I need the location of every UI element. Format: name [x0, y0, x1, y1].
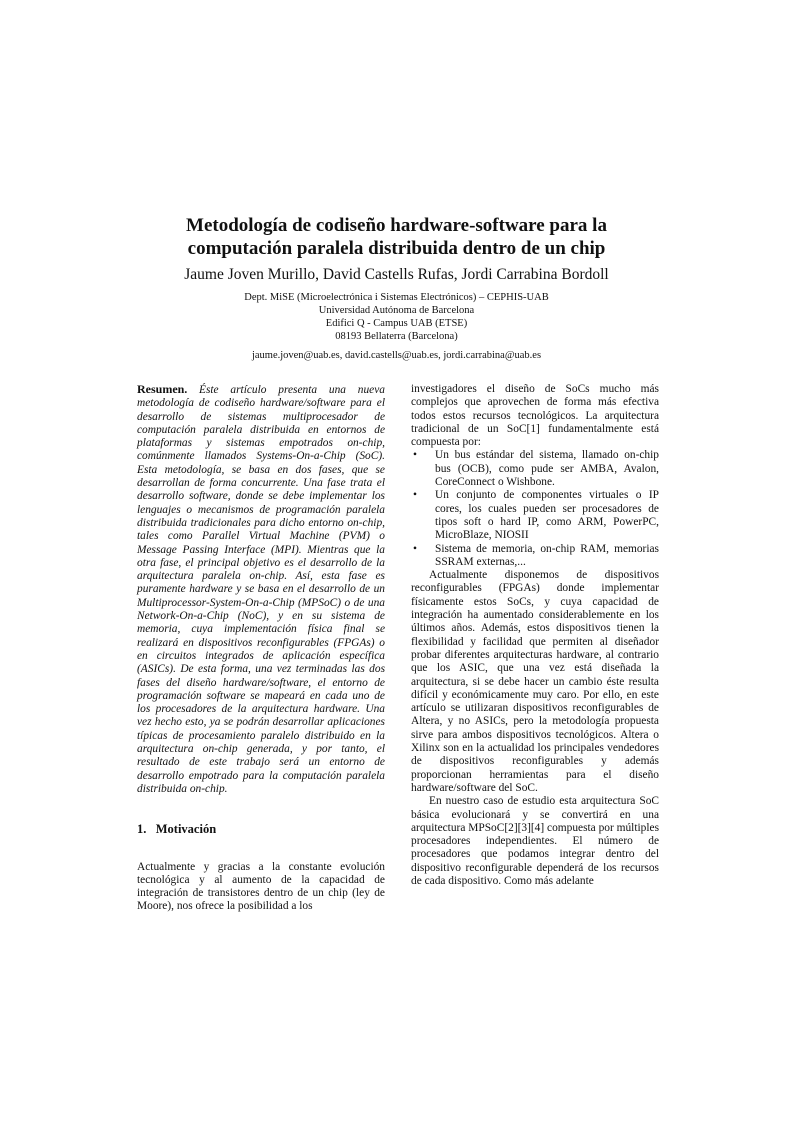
list-item: [411, 543, 659, 570]
bullet-icon: •: [413, 449, 417, 462]
abstract: Resumen. Éste artículo presenta una nueva metodología de codiseño hardware/software para el desarrollo de sistemas multiprocesador de computación paralela distribuida en entornos de plataformas y sistemas empotrados on-chip, comúnmente llamados Systems-On-a-Chip (SoC). Esta metodología, se basa en dos fases, que se desarrollan de forma concurrente. Una fase trata el desarrollo software, donde se debe implementar los lenguajes o mecanismos de programación paralela distribuida tradicionales para dicho entorno on-chip, tales como Parallel Virtual Machine (PVM) o Message Passing Interface (MPI). Mientras que la otra fase, el principal objetivo es el desarrollo de la arquitectura paralela on-chip. Así, esta fase es puramente hardware y se basa en el desarrollo de un Multiprocessor-System-On-a-Chip (MPSoC) o de una Network-On-a-Chip (NoC), y en su sistema de memoria, cuya implementación física final se realizará en dispositivos reconfigurables (FPGAs) o en circuitos integrados de aplicación específica (ASICs). De esta forma, una vez terminadas las dos fases del diseño hardware/software, el entorno de programación software se mapeará en cada uno de los procesadores de la arquitectura hardware. Una vez hecho esto, ya se podrán desarrollar aplicaciones típicas de procesamiento paralelo distribuido en la arquitectura on-chip generada, y por tanto, el resultado de este trabajo será un entorno de desarrollo empotrado para la computación paralela distribuida on-chip.: [137, 382, 385, 795]
abstract-label: Resumen: [137, 382, 185, 396]
list-item: [411, 449, 659, 489]
list-item-text: Sistema de memoria, on-chip RAM, memorias SSRAM externas,...: [435, 542, 659, 568]
list-item-text: Un conjunto de componentes virtuales o IP cores, los cuales pueden ser procesadores de tipos soft o hard IP, como ARM, PowerPC, MicroBlaze, NIOSII: [435, 489, 659, 542]
affiliation-line: Edifici Q - Campus UAB (ETSE): [325, 318, 468, 329]
list-item-text: Un bus estándar del sistema, llamado on-chip bus (OCB), como pude ser AMBA, Avalon, CoreConnect o Wishbone.: [435, 449, 659, 489]
left-column: [137, 383, 385, 914]
section-heading: 1. Motivación: [137, 822, 217, 837]
body-paragraph: En nuestro caso de estudio esta arquitectura SoC básica evolucionará y se convertirá en una arquitectura MPSoC[2][3][4] compuesta por múltiples procesadores independientes. El número de procesadores que podamos integrar dentro del dispositivo reconfigurable dependerá de los recursos de cada dispositivo. Como más adelante: [411, 795, 660, 887]
affiliation-line: Universidad Autónoma de Barcelona: [318, 305, 475, 316]
body-paragraph: investigadores el diseño de SoCs mucho más complejos que aprovechen de forma más efectiva todos estos recursos tecnológicos. La arquitectura tradicional de un SoC[1] fundamentalmente está compuesta por:: [411, 383, 659, 449]
body-paragraph: Actualmente y gracias a la constante evolución tecnológica y al aumento de la capacidad de integración de transistores dentro de un chip (ley de Moore), nos ofrece la posibilidad a los: [137, 860, 385, 913]
bullet-list: [411, 449, 659, 569]
affiliation-line: Dept. MiSE (Microelectrónica i Sistemas Electrónicos) – CEPHIS-UAB: [244, 292, 549, 303]
body-paragraph: Actualmente disponemos de dispositivos reconfigurables (FPGAs) donde implementar físicamente estos SoCs, y cuya capacidad de integración ha aumentado considerablemente en los últimos años. Además, estos dispositivos tienen la flexibilidad y facilidad que permiten al diseñador probar diferentes arquitecturas hardware, al contrario que los ASIC, que una vez está diseñada la arquitectura, si se debe hacer un cambio éste resulta difícil y económicamente muy caro. Por ello, en este artículo se utilizaran dispositivos reconfigurables de Altera, y no ASICs, pero la metodología propuesta sirve para ambos dispositivos tecnológicos. Altera o Xilinx son en la actualidad los principales vendedores de dispositivos reconfigurables y además proporcionan herramientas para el diseño hardware/software del SoC.: [411, 569, 659, 794]
author-emails: jaume.joven@uab.es, david.castells@uab.es, jordi.carrabina@uab.es: [251, 350, 542, 361]
title-line-1: Metodología de codiseño hardware-software para la: [186, 215, 607, 236]
right-column: [411, 383, 659, 888]
paper-title: [0, 214, 793, 260]
list-item: [411, 489, 659, 542]
author-list: Jaume Joven Murillo, David Castells Rufas, Jordi Carrabina Bordoll: [184, 266, 609, 283]
bullet-icon: •: [413, 489, 417, 502]
bullet-icon: •: [413, 542, 417, 555]
title-line-2: computación paralela distribuida dentro de un chip: [187, 238, 606, 259]
abstract-text: Éste artículo presenta una nueva metodología de codiseño hardware/software para el desarrollo de sistemas multiprocesador de computación paralela distribuida en entornos de plataformas y sistemas empotrados on-chip, comúnmente llamados Systems-On-a-Chip (SoC). Esta metodología, se basa en dos fases, que se desarrollan de forma concurrente. Una fase trata el desarrollo software, donde se debe implementar los lenguajes o mecanismos de programación paralela distribuida tradicionales para dicho entorno on-chip, tales como Parallel Virtual Machine (PVM) o Message Passing Interface (MPI). Mientras que la otra fase, el principal objetivo es el desarrollo de la arquitectura paralela on-chip. Así, esta fase es puramente hardware y se basa en el desarrollo de un Multiprocessor-System-On-a-Chip (MPSoC) o de una Network-On-a-Chip (NoC), y en su sistema de memoria, cuya implementación física final se realizará en dispositivos reconfigurables (FPGAs) o en circuitos integrados de aplicación específica (ASICs). De esta forma, una vez terminadas las dos fases del diseño hardware/software, el entorno de programación software se mapeará en cada uno de los procesadores de la arquitectura hardware. Una vez hecho esto, ya se podrán desarrollar aplicaciones típicas de procesamiento paralelo distribuido en la arquitectura on-chip generada, y por tanto, el resultado de este trabajo será un entorno de desarrollo empotrado para la computación paralela distribuida on-chip.: [137, 384, 385, 795]
affiliation-line: 08193 Bellaterra (Barcelona): [335, 331, 458, 342]
affiliation: [0, 291, 793, 343]
